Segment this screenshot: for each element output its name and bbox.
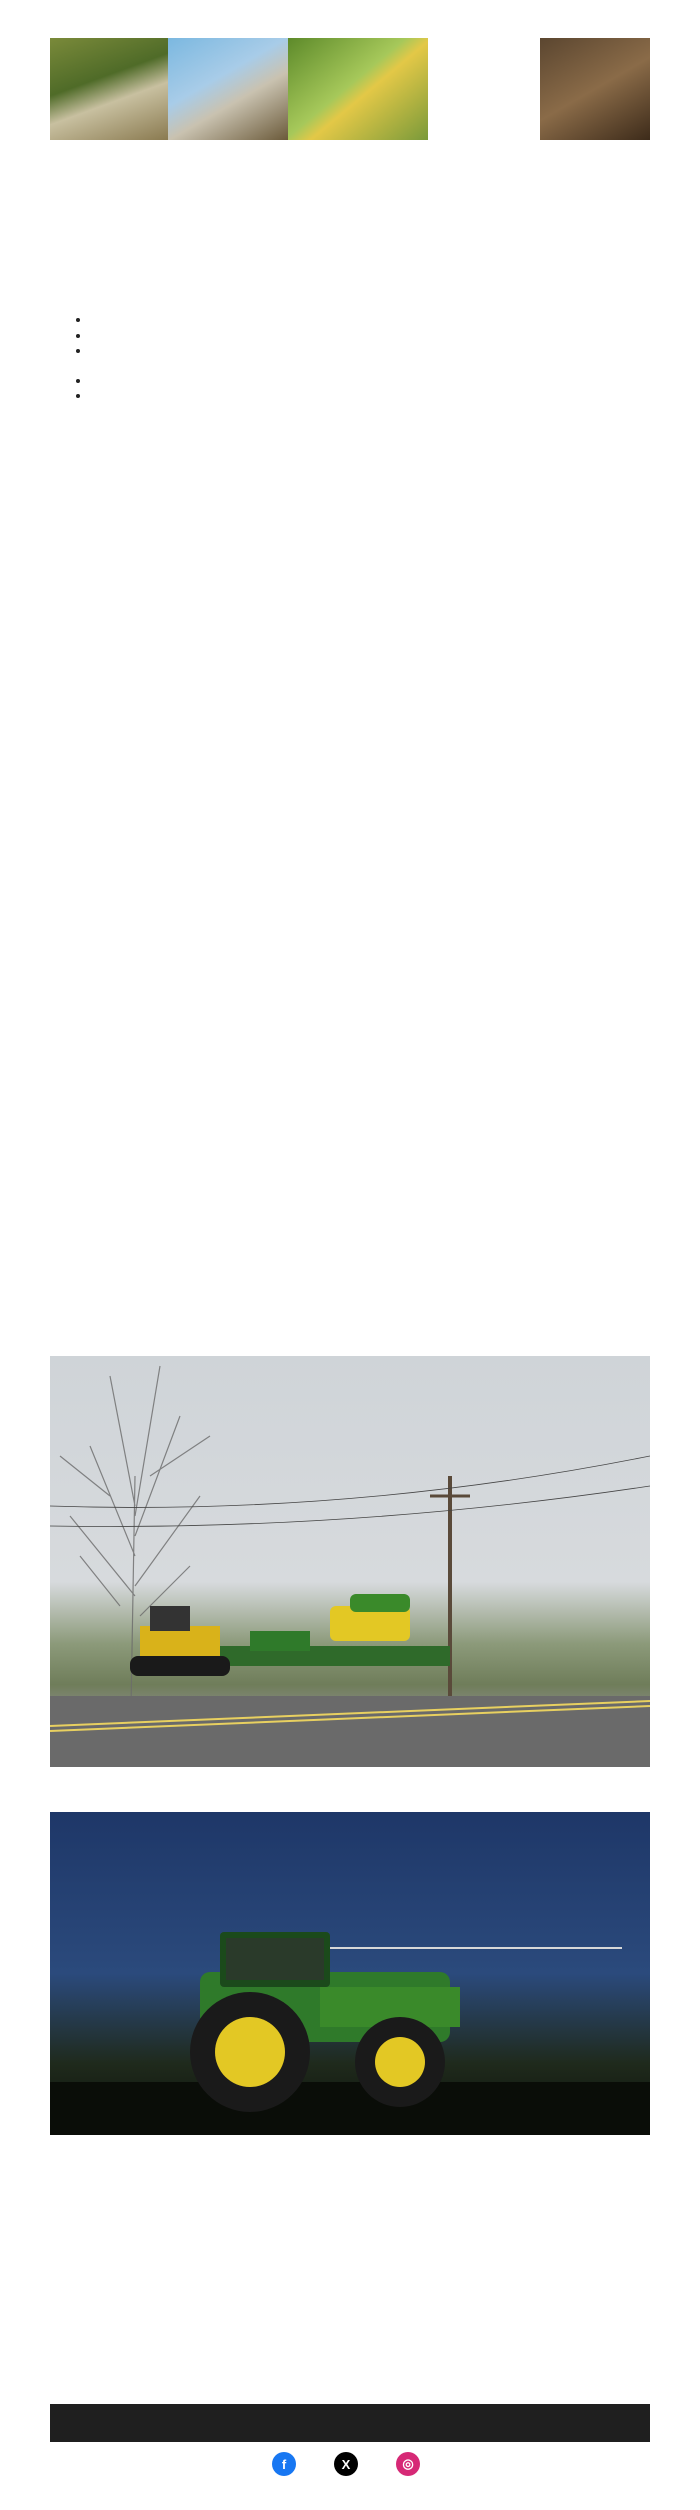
list-item [90, 312, 650, 328]
photo-illustration [50, 1356, 650, 1767]
header-banner [50, 38, 650, 140]
web-view-notice [0, 0, 700, 18]
photo-director-planter [50, 1356, 650, 1767]
isda-logo [428, 38, 540, 140]
additional-tips-list [50, 373, 650, 404]
list-item [90, 328, 650, 344]
banner-photo-soil [540, 38, 650, 140]
x-link[interactable] [334, 2452, 366, 2476]
safety-graphic [50, 1812, 650, 2135]
banner-photo-harvester [50, 38, 168, 140]
instagram-link[interactable] [396, 2452, 428, 2476]
tractor-illustration [50, 1812, 650, 2135]
banner-photo-sheep [168, 38, 288, 140]
instagram-icon: ◎ [396, 2452, 420, 2476]
x-icon: X [334, 2452, 358, 2476]
facebook-link[interactable] [272, 2452, 304, 2476]
tractor [130, 1606, 230, 1676]
banner-photo-corn [288, 38, 428, 140]
social-links [0, 2452, 700, 2476]
safety-tips-list [50, 312, 650, 359]
footer-bar[interactable] [50, 2404, 650, 2442]
planter [200, 1594, 450, 1666]
article-body [50, 298, 650, 418]
list-item [90, 343, 650, 359]
facebook-icon: f [272, 2452, 296, 2476]
list-item [90, 373, 650, 389]
list-item [90, 388, 650, 404]
